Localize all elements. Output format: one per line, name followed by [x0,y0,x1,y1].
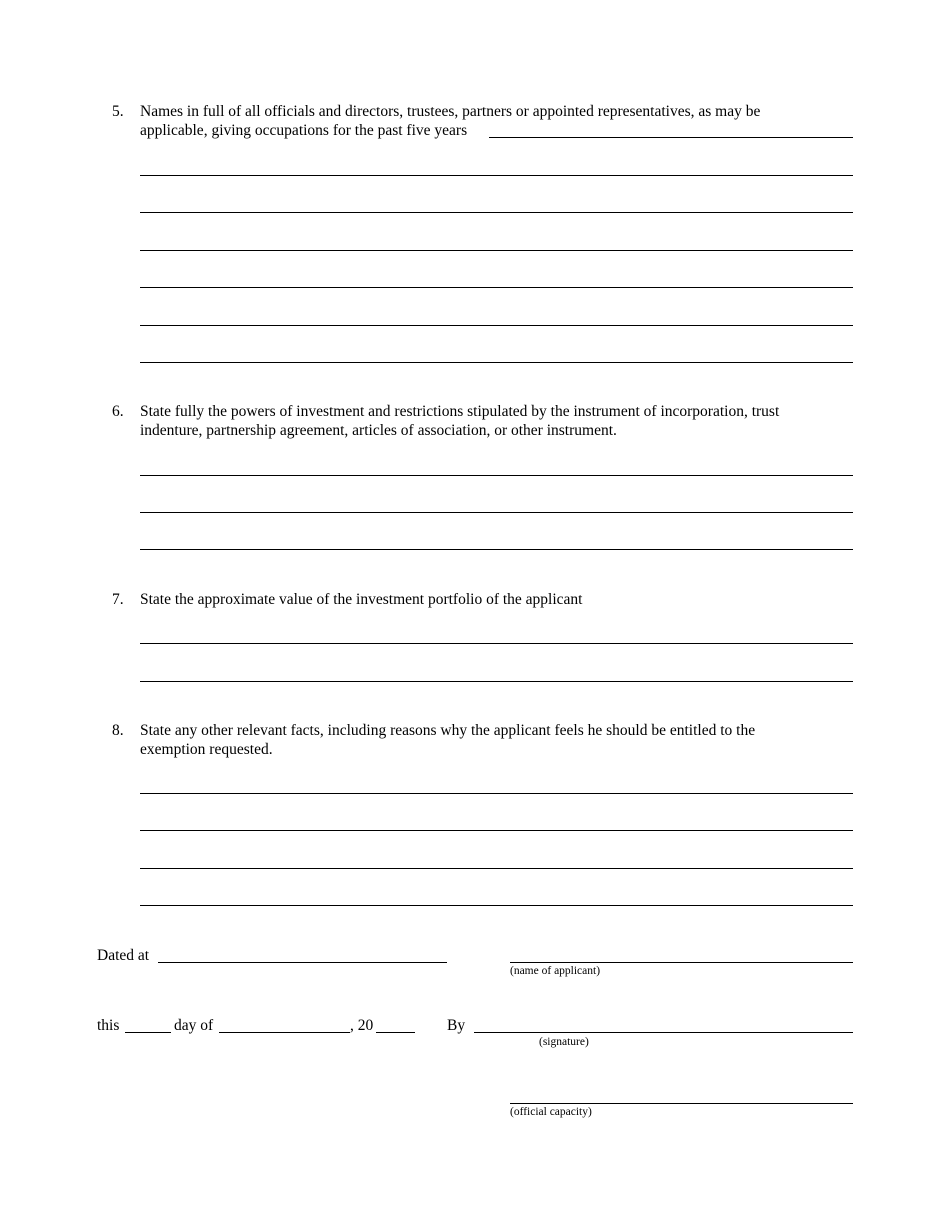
signature-field[interactable] [474,1032,853,1033]
name-of-applicant-caption: (name of applicant) [510,965,601,977]
question-text [140,721,840,759]
answer-line[interactable] [140,175,853,176]
day-field[interactable] [125,1032,171,1033]
question-number: 6. [112,403,124,420]
answer-line[interactable] [140,681,853,682]
question-number: 5. [112,103,124,120]
question-line-1: State any other relevant facts, including reasons why the applicant feels he should be entitled to the [140,722,756,739]
answer-line[interactable] [140,250,853,251]
question-text [140,102,840,140]
official-capacity-field[interactable] [510,1103,853,1104]
question-number: 8. [112,722,124,739]
answer-line[interactable] [140,512,853,513]
answer-line[interactable] [140,287,853,288]
question-line-2: applicable, giving occupations for the past five years [140,122,468,139]
answer-line[interactable] [140,830,853,831]
answer-line[interactable] [140,793,853,794]
answer-line[interactable] [140,212,853,213]
question-number: 7. [112,591,124,608]
year-prefix-label: , 20 [350,1017,374,1034]
answer-line[interactable] [140,475,853,476]
year-field[interactable] [376,1032,415,1033]
official-capacity-caption: (official capacity) [510,1106,592,1118]
month-field[interactable] [219,1032,350,1033]
answer-line[interactable] [140,325,853,326]
this-label: this [97,1017,120,1034]
answer-line[interactable] [140,549,853,550]
answer-line[interactable] [140,643,853,644]
question-line-2: exemption requested. [140,741,273,758]
dated-at-label: Dated at [97,947,150,964]
question-line-1: State fully the powers of investment and restrictions stipulated by the instrument of incorporation, trust [140,403,780,420]
dated-at-field[interactable] [158,962,447,963]
name-of-applicant-field[interactable] [510,962,853,963]
answer-line[interactable] [140,362,853,363]
question-line-2: indenture, partnership agreement, articles of association, or other instrument. [140,422,617,439]
answer-line[interactable] [140,868,853,869]
signature-caption: (signature) [539,1036,589,1048]
question-line-1: State the approximate value of the investment portfolio of the applicant [140,591,583,608]
question-text [140,402,840,440]
answer-line-inline[interactable] [489,137,853,138]
question-line-1: Names in full of all officials and directors, trustees, partners or appointed representatives, as may be [140,103,761,120]
day-of-label: day of [174,1017,214,1034]
answer-line[interactable] [140,905,853,906]
question-text [140,590,840,609]
by-label: By [447,1017,466,1034]
